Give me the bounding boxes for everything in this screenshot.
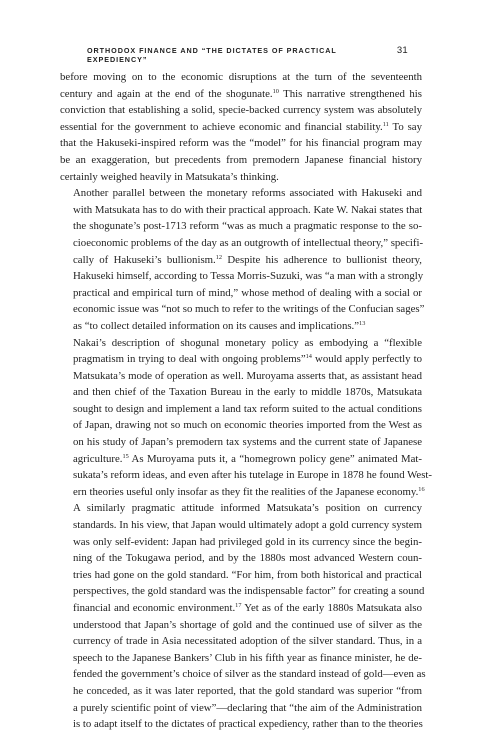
text-line: Hakuseki himself, according to Tessa Morris-Suzuki, was “a man with a strongly — [73, 270, 424, 283]
text-line: cioeconomic problems of the day as an outgrowth of intellectual theory,” specifi- — [73, 236, 424, 249]
footnote-marker: 11 — [382, 120, 389, 128]
paragraph — [60, 185, 425, 334]
text-line: be an exaggeration, but precedents from premodern Japanese financial history — [60, 153, 422, 166]
text-line: certainly weighed heavily in Matsukata’s thinking. — [60, 170, 279, 183]
text-line: Another parallel between the monetary reforms associated with Hakuseki and — [73, 187, 422, 200]
text-line: perspectives, the gold standard was the indispensable factor” for creating a sound — [73, 585, 425, 598]
text-line: Matsukata’s mode of operation as well. Muroyama asserts that, as assistant head — [73, 369, 422, 382]
paragraph — [60, 69, 422, 185]
footnote-marker: 13 — [359, 319, 366, 327]
footnote-marker: 12 — [215, 253, 223, 261]
text-line: essential for the government to achieve economic and financial stability.$^{11}$ To say — [60, 120, 422, 133]
text-line: ern theories useful only insofar as they fit the realities of the Japanese economy.$^{16}$ — [73, 485, 425, 498]
text-line: tries had gone on the gold standard. “For him, from both historical and practical — [73, 568, 422, 581]
text-line: currency of trade in Asia necessitated adoption of the silver standard. Thus, in a — [73, 635, 422, 648]
text-line: Nakai’s description of shogunal monetary policy as embodying a “flexible — [73, 336, 422, 349]
text-line: practical and empirical turn of mind,” whose method of dealing with a social or — [73, 286, 422, 299]
text-line: with Matsukata has to do with their practical approach. Kate W. Nakai states that — [73, 203, 423, 216]
text-line: sought to design and implement a land tax reform suited to the actual conditions — [73, 402, 422, 415]
footnote-marker: 14 — [305, 353, 312, 361]
paragraph — [60, 335, 433, 501]
footnote-marker: 10 — [272, 87, 279, 95]
text-line: economic issue was “not so much to refer to the writings of the Confucian sages” — [73, 303, 425, 316]
text-line: financial and economic environment.$^{17}$ Yet as of the early 1880s Matsukata also — [73, 602, 422, 614]
footnote-marker: 15 — [122, 452, 129, 460]
text-line: the shogunate’s post-1713 reform “was as much a pragmatic response to the so- — [73, 220, 422, 233]
running-head — [87, 45, 408, 64]
text-line: century and again at the end of the shogunate.$^{10}$ This narrative strengthened his — [60, 87, 422, 100]
text-line: cally of Hakuseki’s bullionism.$^{12}$ Despite his adherence to bullionist theory, — [73, 253, 422, 266]
text-line: fended the government’s choice of silver as the standard instead of gold—even as — [73, 668, 426, 681]
text-line: conviction that establishing a solid, specie-backed currency system was absolutely — [60, 104, 422, 117]
text-line: and then chief of the Taxation Bureau in the early to middle 1870s, Matsukata — [73, 386, 422, 399]
footnote-marker: 16 — [418, 485, 425, 493]
text-line: A similarly pragmatic attitude informed Matsukata’s position on currency — [73, 502, 422, 515]
text-line: ning of the Tokugawa period, and by the 1880s most advanced Western coun- — [73, 552, 422, 565]
text-line: is to adapt itself to the dictates of practical expediency, rather than to the theories — [73, 718, 423, 731]
text-line: standards. In his view, that Japan would ultimately adopt a gold currency system — [73, 519, 422, 532]
text-line: pragmatism in trying to deal with ongoing problems”$^{14}$ would apply perfectly to — [73, 353, 423, 366]
text-line: before moving on to the economic disruptions at the turn of the seventeenth — [60, 71, 422, 83]
text-line: speech to the Japanese Bankers’ Club in his fifth year as finance minister, he de- — [73, 651, 422, 664]
text-line: was only self-evident: Japan had privileged gold in its currency since the begin- — [73, 535, 422, 548]
paragraph — [60, 500, 426, 732]
text-line: sukata’s reform ideas, and even after his tutelage in Europe in 1878 he found West- — [73, 469, 433, 482]
text-line: a purely scientific point of view”—declaring that “the aim of the Administration — [73, 701, 422, 714]
running-head-title: ORTHODOX FINANCE AND “THE DICTATES OF PRACTICAL EXPEDIENCY” — [87, 46, 337, 64]
text-line: on his study of Japan’s premodern tax systems and the current state of Japanese — [73, 436, 422, 449]
footnote-marker: 17 — [235, 602, 242, 609]
text-line: as “to collect detailed information on its causes and implications.”$^{13}$ — [73, 319, 366, 332]
text-line: of Japan, drawing not so much on economic theories imported from the West as — [73, 419, 422, 432]
text-line: that the Hakuseki-inspired reform was the “model” for his financial program may — [60, 137, 422, 150]
text-line: understood that Japan’s shortage of gold and the continued use of silver as the — [73, 618, 422, 631]
body-text — [60, 69, 433, 733]
text-line: agriculture.$^{15}$ As Muroyama puts it, a “homegrown policy gene” animated Mat- — [73, 452, 422, 465]
page-number: 31 — [396, 45, 408, 56]
text-line: he conceded, as it was later reported, that the gold standard was superior “from — [73, 684, 422, 697]
